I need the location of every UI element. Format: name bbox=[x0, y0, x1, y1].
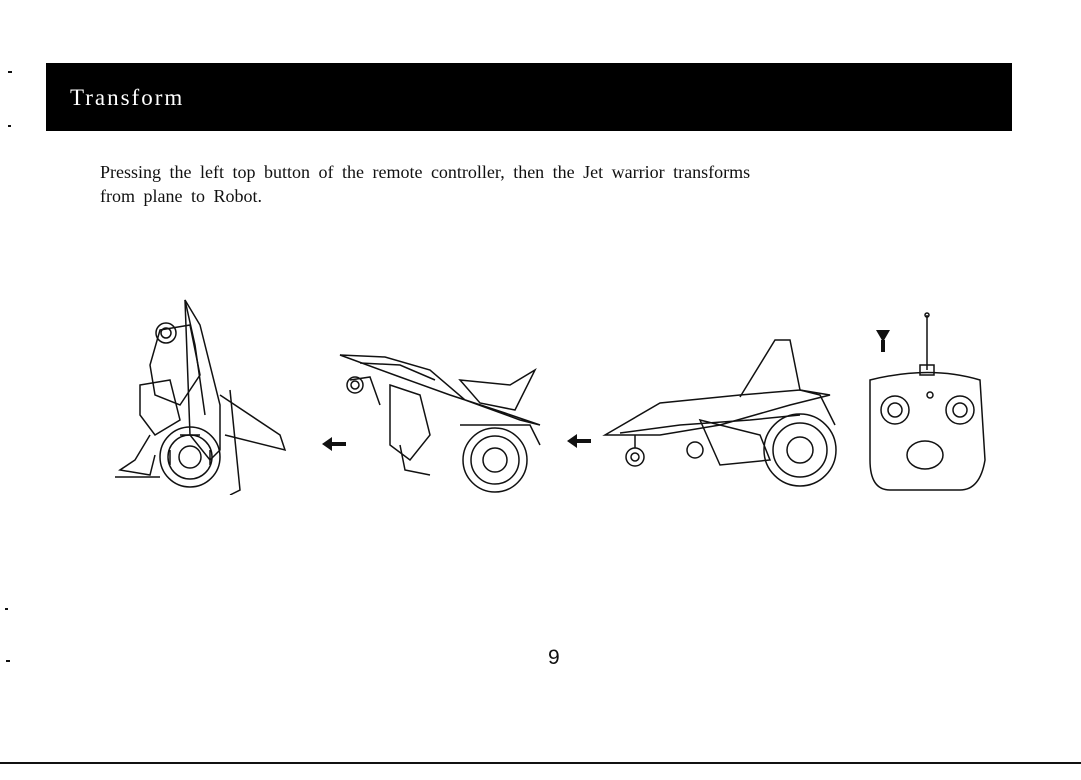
transformation-illustration bbox=[100, 285, 1000, 495]
scan-mark bbox=[8, 71, 12, 73]
section-title: Transform bbox=[70, 85, 185, 110]
instruction-line-2: from plane to Robot. bbox=[100, 186, 262, 206]
scan-mark bbox=[6, 660, 10, 662]
scan-mark bbox=[5, 608, 8, 610]
scan-mark bbox=[8, 125, 11, 127]
arrow-left-icon bbox=[322, 437, 346, 451]
page-number: 9 bbox=[548, 646, 560, 669]
arrow-left-icon bbox=[567, 434, 591, 448]
robot-figure bbox=[115, 300, 285, 495]
footer-line bbox=[0, 762, 1081, 764]
plane-figure bbox=[605, 340, 836, 486]
arrow-down-icon bbox=[876, 330, 890, 352]
instruction-line-1: Pressing the left top button of the remote controller, then the Jet warrior transforms bbox=[100, 162, 751, 182]
intermediate-figure bbox=[340, 355, 540, 492]
section-header-bar bbox=[46, 63, 1012, 131]
instruction-text bbox=[100, 160, 860, 208]
remote-controller-figure bbox=[870, 313, 985, 490]
